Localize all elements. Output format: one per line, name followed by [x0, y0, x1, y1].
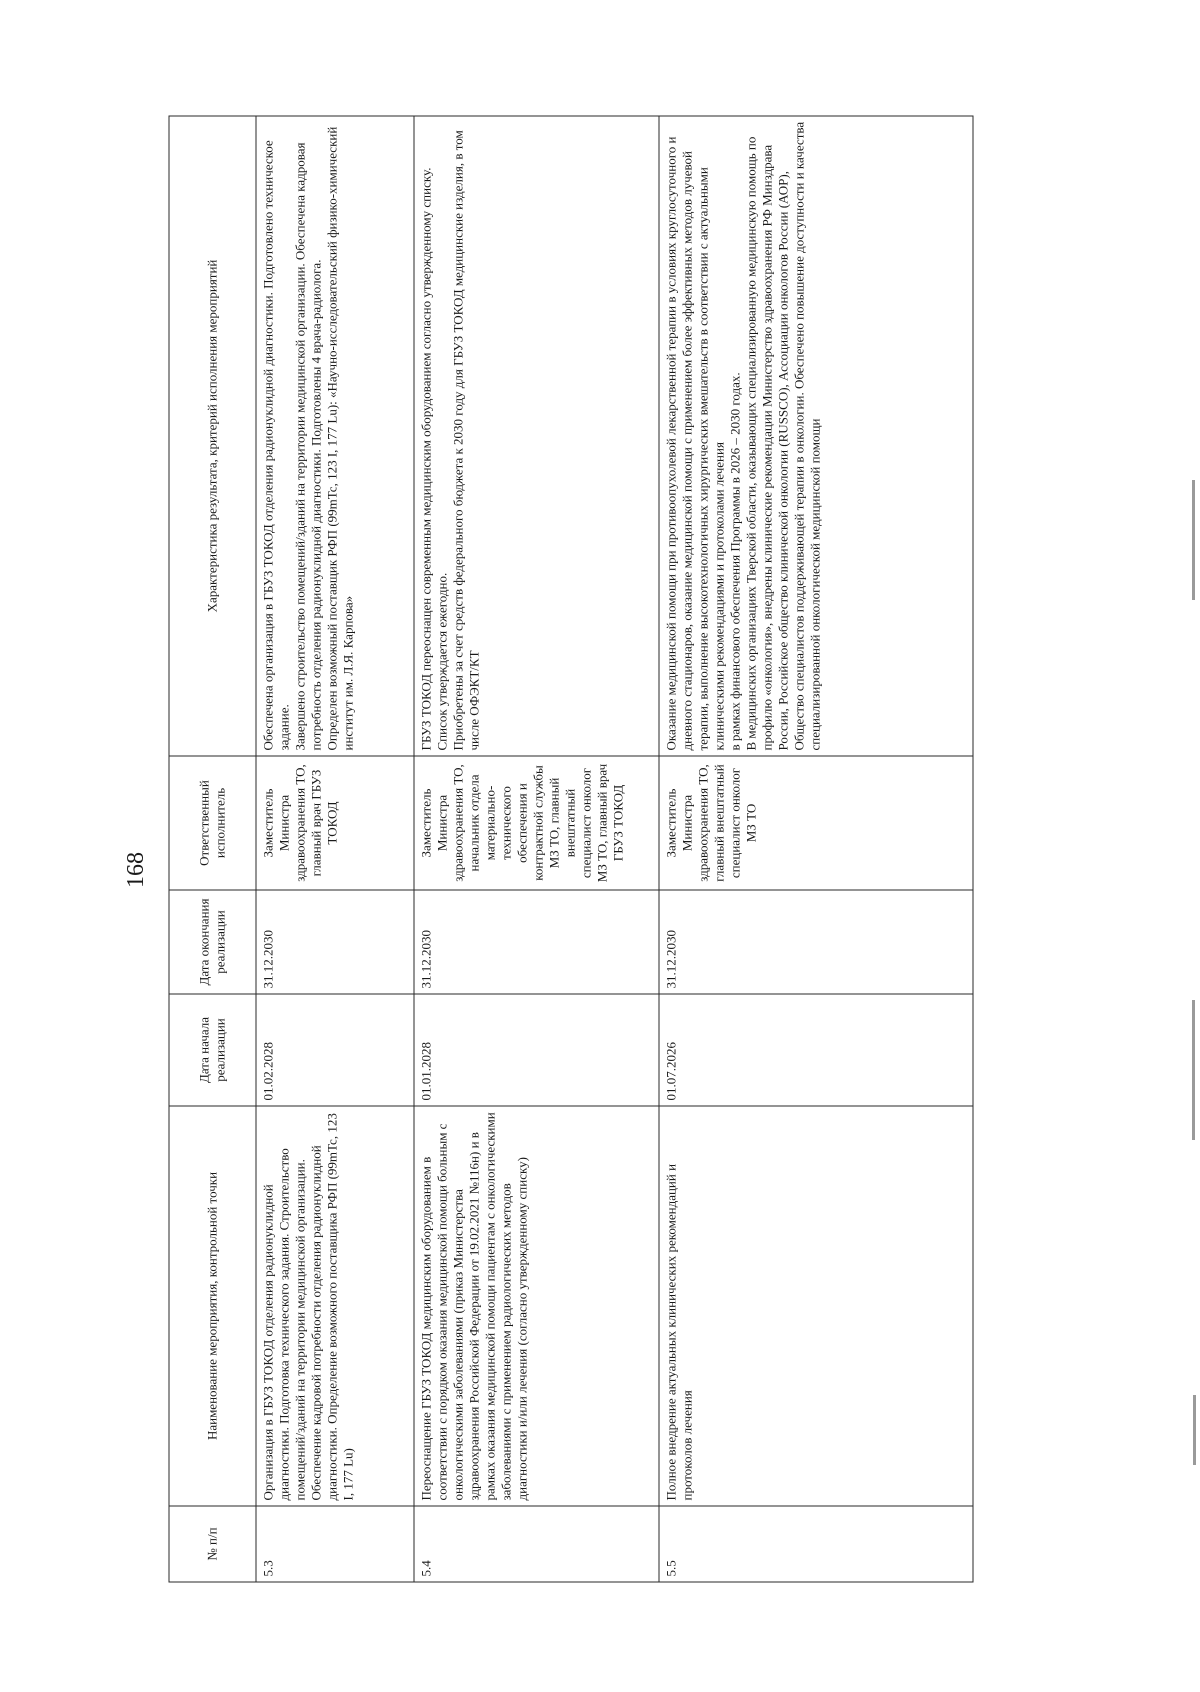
result-line: Определен возможный поставщик РФП (99mTc, 123 I, 177 Lu): «Научно-исследовательский физико-химический институт им. Л.Я. Карпова» [324, 126, 355, 750]
result-line: Список утверждается ежегодно. [434, 572, 449, 750]
row-start: 01.01.2028 [414, 994, 659, 1106]
row-num: 5.3 [256, 1506, 414, 1582]
result-line: Оказание медицинской помощи при противоопухолевой лекарственной терапии в условиях круглосуточного и дневного стационаров, оказание медицинской помощи с применением более эффективных методов лучевой терапии, выполнение высокотехнологичных хирургических вмешательств в соответствии с актуальными клиническими рекомендациями и протоколами лечения [663, 136, 726, 750]
table-row [659, 116, 973, 1582]
header-num: № п/п [169, 1506, 256, 1582]
rotated-sheet [168, 116, 973, 1582]
row-name: Организация в ГБУЗ ТОКОД отделения радионуклидной диагностики. Подготовка технического задания. Строительство помещений/зданий на территории медицинской организации. Обеспечение кадровой потребности отделения радионуклидной диагностики. Определение возможного поставщика РФП (99mTc, 123 I, 177 Lu) [256, 1106, 414, 1506]
result-line: В медицинских организациях Тверской области, оказывающих специализированную медицинскую помощь по профилю «онкология», внедрены клинические рекомендации Министерство здравоохранения РФ Минздрава России, Российское общество клинической онкологии (RUSSCO), Ассоциации онкологов России (АОР), Общество специалистов поддерживающей терапии в онкологии. Обеспечено повышение доступности и качества специализированной онкологической медицинской помощи [743, 121, 822, 750]
header-start: Дата начала реализации [169, 994, 256, 1106]
row-responsible: Заместитель Министра здравоохранения ТО, начальник отдела материально-технического обеспечения и контрактной службы МЗ ТО, главный внештатный специалист онколог МЗ ТО, главный врач ГБУЗ ТОКОД [414, 756, 659, 890]
row-result [414, 116, 659, 756]
row-num: 5.5 [659, 1506, 973, 1582]
row-responsible: Заместитель Министра здравоохранения ТО, главный внештатный специалист онколог МЗ ТО [659, 756, 973, 890]
page-number: 168 [123, 852, 149, 888]
header-end: Дата окончания реализации [169, 890, 256, 994]
row-name: Полное внедрение актуальных клинических рекомендаций и протоколов лечения [659, 1106, 973, 1506]
row-responsible: Заместитель Министра здравоохранения ТО, главный врач ГБУЗ ТОКОД [256, 756, 414, 890]
header-name: Наименование мероприятия, контрольной точки [169, 1106, 256, 1506]
result-line: Обеспечена организация в ГБУЗ ТОКОД отделения радионуклидной диагностики. Подготовлено техническое задание. [260, 139, 291, 750]
result-line: ГБУЗ ТОКОД переоснащен современным медицинским оборудованием согласно утвержденному списку. [418, 167, 433, 750]
table-header-row [169, 116, 256, 1582]
row-result [256, 116, 414, 756]
result-line: Завершено строительство помещений/зданий на территории медицинской организации. Обеспечена кадровая потребность отделения радионуклидной диагностики. Подготовлены 4 врача-радиолога. [292, 141, 323, 750]
plan-table [168, 115, 973, 1582]
table-row [414, 116, 659, 1582]
row-num: 5.4 [414, 1506, 659, 1582]
row-result [659, 116, 973, 756]
result-line: в рамках финансового обеспечения Программы в 2026 – 2030 годах. [727, 371, 742, 750]
row-end: 31.12.2030 [256, 890, 414, 994]
header-result: Характеристика результата, критерий исполнения мероприятий [169, 116, 256, 756]
row-end: 31.12.2030 [659, 890, 973, 994]
row-start: 01.02.2028 [256, 994, 414, 1106]
row-name: Переоснащение ГБУЗ ТОКОД медицинским оборудованием в соответствии с порядком оказания медицинской помощи больным с онкологическими заболеваниями (приказ Министерства здравоохранения Российской Федерации от 19.02.2021 №116н) и в рамках оказания медицинской помощи пациентам с онкологическими заболеваниями с применением радиологических методов диагностики и/или лечения (согласно утвержденному списку) [414, 1106, 659, 1506]
row-end: 31.12.2030 [414, 890, 659, 994]
result-line: Приобретены за счет средств федерального бюджета к 2030 году для ГБУЗ ТОКОД медицинские изделия, в том числе ОФЭКТ/КТ [450, 129, 481, 750]
table-row [256, 116, 414, 1582]
row-start: 01.07.2026 [659, 994, 973, 1106]
header-responsible: Ответственный исполнитель [169, 756, 256, 890]
